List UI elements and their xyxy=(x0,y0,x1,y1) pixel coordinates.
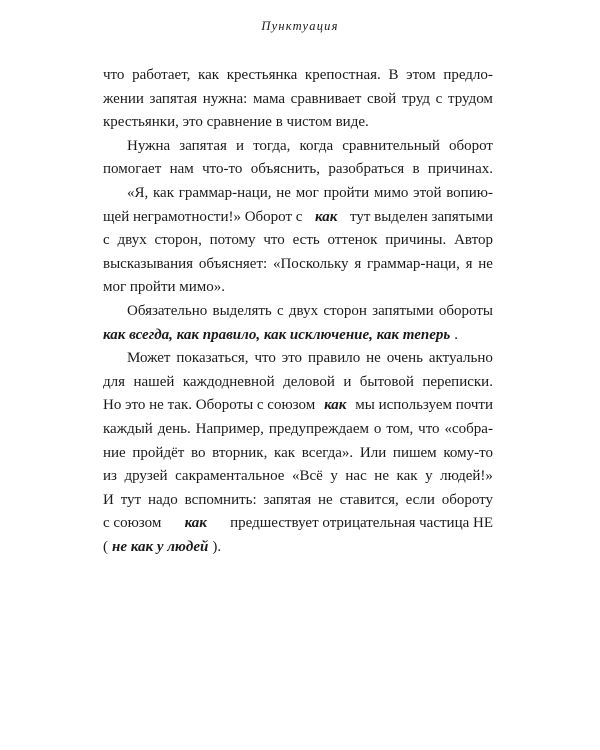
text-line xyxy=(103,489,493,513)
text-line xyxy=(103,253,493,277)
text-line xyxy=(103,206,493,230)
text-word: объяснить, xyxy=(250,161,320,178)
emphasis-text: как xyxy=(324,397,347,414)
text-word: обороту xyxy=(441,491,493,508)
text-word: Автор xyxy=(454,232,493,249)
text-word: как xyxy=(274,444,296,461)
text-word: как xyxy=(198,67,220,83)
text-line xyxy=(103,442,493,466)
text-word: у xyxy=(330,468,338,485)
text-word: есть xyxy=(292,232,320,249)
text-word: выделять xyxy=(212,302,272,319)
text-word: нашей xyxy=(133,373,175,390)
text-word: двух xyxy=(117,232,147,249)
text-word: крепостная. xyxy=(304,67,381,83)
text-word: мимо xyxy=(373,184,409,201)
text-word: и xyxy=(343,373,352,390)
text-word: «собра- xyxy=(444,420,493,437)
text-word: пройдёт xyxy=(132,444,185,461)
text-word: разобраться xyxy=(328,161,405,178)
text-word: всегда». xyxy=(301,444,354,461)
text-word: сторон xyxy=(323,302,367,319)
text-word: что xyxy=(254,350,276,367)
text-word: не xyxy=(478,255,493,272)
text-word: о xyxy=(373,420,382,437)
text-line xyxy=(103,394,493,418)
text-word: этой xyxy=(413,184,442,201)
text-line xyxy=(103,229,493,253)
text-segment: мог пройти мимо». xyxy=(103,279,226,296)
text-word: мама xyxy=(252,90,286,107)
text-word: Нужна xyxy=(127,137,171,154)
text-word: день. xyxy=(157,420,191,437)
text-word: не xyxy=(366,350,381,367)
text-word: тогда, xyxy=(253,137,291,154)
text-line xyxy=(103,158,493,182)
text-word: и xyxy=(235,137,244,154)
text-segment: ( xyxy=(103,538,108,555)
text-line xyxy=(103,347,493,371)
text-word: что xyxy=(103,67,125,83)
text-word: когда xyxy=(299,137,334,154)
text-word: я xyxy=(465,255,473,272)
text-word: «Поскольку xyxy=(272,255,349,272)
text-word: предупреждаем xyxy=(268,420,369,437)
text-word: труд xyxy=(401,90,431,107)
text-line xyxy=(103,182,493,206)
text-word: что-то xyxy=(202,161,243,178)
text-word: не xyxy=(276,184,291,201)
text-word: друзей xyxy=(124,468,168,485)
text-word: бытовой xyxy=(359,373,414,390)
text-word: запятая xyxy=(263,491,312,508)
text-word: запятая xyxy=(179,137,227,154)
emphasis-text: не как у людей xyxy=(112,538,209,555)
text-word: Обязательно xyxy=(127,302,208,319)
text-word: ние xyxy=(103,444,126,461)
text-word: жении xyxy=(103,90,144,107)
text-word: двух xyxy=(288,302,319,319)
text-word: И xyxy=(103,491,114,508)
text-word: вторник, xyxy=(212,444,268,461)
text-word: я xyxy=(354,255,362,272)
text-word: с xyxy=(103,232,110,249)
text-word: очень xyxy=(386,350,423,367)
text-line xyxy=(103,418,493,442)
text-word: работает, xyxy=(132,67,191,83)
text-segment: крестьянки, это сравнение в чистом виде. xyxy=(103,114,369,131)
text-word: сравнивает xyxy=(290,90,362,107)
text-word: каждодневной xyxy=(182,373,275,390)
text-word: если xyxy=(405,491,435,508)
text-segment: . xyxy=(454,326,458,343)
text-word: людей!» xyxy=(440,468,493,485)
text-line xyxy=(103,88,493,112)
text-word: запятыми xyxy=(372,302,434,319)
text-word: во xyxy=(191,444,206,461)
text-word: В xyxy=(388,67,399,83)
text-segment: с союзом xyxy=(103,515,162,532)
text-word: пишем xyxy=(392,444,437,461)
running-head: Пунктуация xyxy=(261,19,339,33)
text-word: не xyxy=(374,468,389,485)
emphasis-text: как всегда, как правило, как исключение, как теперь xyxy=(103,326,451,343)
text-word: из xyxy=(103,468,117,485)
text-word: правило xyxy=(307,350,361,367)
text-word: свой xyxy=(367,90,397,107)
text-word: как xyxy=(396,468,418,485)
text-word: оборот xyxy=(448,137,493,154)
text-segment: предшествует отрицательная частица НЕ xyxy=(230,515,493,532)
text-word: это xyxy=(281,350,303,367)
text-line xyxy=(103,324,493,348)
body-text xyxy=(103,64,493,559)
text-word: актуально xyxy=(428,350,493,367)
text-word: «Всё xyxy=(291,468,323,485)
text-word: показаться, xyxy=(176,350,249,367)
text-segment: Но это не так. Обороты с союзом xyxy=(103,397,316,414)
text-line xyxy=(103,371,493,395)
text-line xyxy=(103,512,493,536)
text-word: пройти xyxy=(323,184,370,201)
text-word: мог xyxy=(295,184,319,201)
text-word: с xyxy=(435,90,443,107)
text-word: граммар-наци, xyxy=(178,184,272,201)
text-word: нам xyxy=(169,161,194,178)
text-line xyxy=(103,465,493,489)
text-word: надо xyxy=(147,491,178,508)
text-line xyxy=(103,536,493,560)
text-segment: мы используем почти xyxy=(355,397,493,414)
text-line xyxy=(103,64,493,88)
text-word: Например, xyxy=(195,420,264,437)
text-word: потому xyxy=(209,232,256,249)
text-word: в xyxy=(412,161,420,178)
text-word: нас xyxy=(345,468,367,485)
text-word: нужна: xyxy=(202,90,248,107)
text-word: вопию- xyxy=(446,184,493,201)
text-word: сравнительный xyxy=(342,137,440,154)
text-word: деловой xyxy=(283,373,335,390)
text-word: высказывания xyxy=(103,255,194,272)
text-word: «Я, xyxy=(127,184,149,201)
text-word: предло- xyxy=(443,67,493,83)
text-word: у xyxy=(425,468,433,485)
text-word: с xyxy=(277,302,284,319)
text-word: граммар-наци, xyxy=(367,255,460,272)
text-segment: щей неграмотности!» Оборот с xyxy=(103,208,303,225)
text-word: переписки. xyxy=(422,373,493,390)
text-line xyxy=(103,276,493,300)
text-word: причины. xyxy=(385,232,447,249)
text-word: тут xyxy=(120,491,142,508)
text-word: Или xyxy=(359,444,387,461)
text-word: сакраментальное xyxy=(175,468,285,485)
text-word: крестьянка xyxy=(226,67,298,83)
text-word: каждый xyxy=(103,420,153,437)
emphasis-text: как xyxy=(184,515,207,532)
text-word: для xyxy=(103,373,126,390)
text-word: оттенок xyxy=(327,232,378,249)
text-word: помогает xyxy=(103,161,162,178)
emphasis-text: как xyxy=(315,208,338,225)
text-word: Может xyxy=(127,350,171,367)
text-word: что xyxy=(418,420,440,437)
text-word: обороты xyxy=(438,302,493,319)
text-segment: тут выделен запятыми xyxy=(349,208,493,225)
text-line xyxy=(103,300,493,324)
text-word: не xyxy=(318,491,333,508)
text-word: кому-то xyxy=(443,444,493,461)
text-word: что xyxy=(263,232,285,249)
text-segment: ). xyxy=(212,538,222,555)
text-word: объясняет: xyxy=(198,255,268,272)
text-word: ставится, xyxy=(339,491,399,508)
text-word: том, xyxy=(386,420,414,437)
text-line xyxy=(103,111,493,135)
text-word: как xyxy=(152,184,174,201)
text-line xyxy=(103,135,493,159)
text-word: этом xyxy=(406,67,436,83)
text-word: причинах. xyxy=(427,161,493,178)
text-word: трудом xyxy=(447,90,493,107)
text-word: вспомнить: xyxy=(184,491,257,508)
text-word: сторон, xyxy=(154,232,202,249)
text-word: запятая xyxy=(149,90,198,107)
